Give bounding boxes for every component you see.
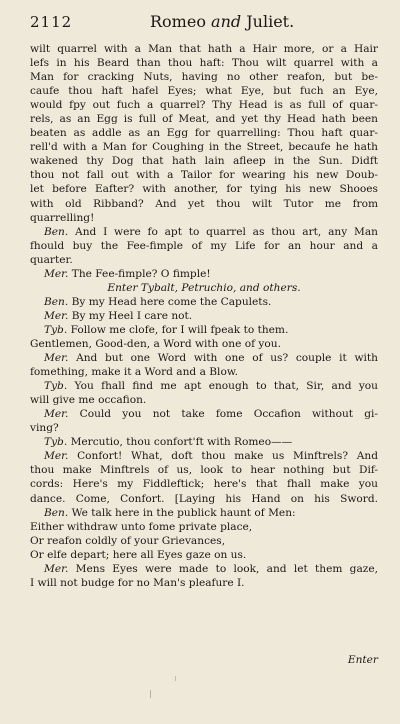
line-text: quarrelling!: [30, 211, 95, 224]
line-text: Mercutio, thou confort'ft with Romeo——: [67, 436, 293, 449]
line-text: caufe thou haft hafel Eyes; what Eye, but fuch an Eye,: [30, 85, 378, 98]
line-text: lefs in his Beard than thou haft: Thou wilt quarrel with a: [30, 57, 378, 70]
text-line: [30, 197, 378, 211]
text-line: [30, 477, 378, 491]
text-line: [30, 267, 378, 281]
line-text: wilt quarrel with a Man that hath a Hair more, or a Hair: [30, 43, 378, 55]
text-line: [30, 463, 378, 477]
line-text: By my Heel I care not.: [68, 309, 193, 322]
text-line: [30, 506, 378, 520]
text-line: [30, 295, 378, 309]
line-text: rell'd with a Man for Coughing in the Street, becaufe he hath: [30, 141, 378, 154]
text-line: [30, 42, 378, 56]
running-title-left: Romeo: [150, 12, 206, 31]
text-line: [30, 393, 378, 407]
line-text: Gentlemen, Good-den, a Word with one of you.: [30, 337, 281, 350]
page-blemish: [150, 690, 151, 698]
text-line: [30, 449, 378, 463]
line-text: will give me occafion.: [30, 394, 147, 407]
line-text: The Fee-fimple? O fimple!: [68, 267, 211, 280]
text-line: [30, 168, 378, 182]
text-line: [30, 492, 378, 506]
text-line: [30, 562, 378, 576]
page-blemish: [175, 676, 176, 681]
speaker-name: Mer.: [44, 267, 69, 280]
line-text: rels, as an Egg is full of Meat, and yet thy Head hath been: [30, 113, 378, 126]
play-text: [30, 42, 378, 590]
line-text: Could you not take fome Occafion without gi-: [68, 408, 378, 421]
line-text: We talk here in the publick haunt of Men:: [68, 506, 296, 519]
line-text: cords: Here's my Fiddleftick; here's that fhall make you: [30, 478, 378, 491]
running-title: [108, 12, 378, 31]
line-text: Man for cracking Nuts, having no other reafon, but be-: [30, 71, 378, 84]
text-line: [30, 140, 378, 154]
line-text: Mens Eyes were made to look, and let them gaze,: [68, 562, 378, 575]
line-text: fomething, make it a Word and a Blow.: [30, 366, 238, 379]
speaker-name: Ben.: [44, 506, 69, 519]
line-text: You fhall find me apt enough to that, Sir, and you: [67, 380, 378, 393]
line-text: dance. Come, Confort. [Laying his Hand on his Sword.: [30, 492, 378, 505]
text-line: [30, 70, 378, 84]
text-line: [30, 548, 378, 562]
text-line: [30, 337, 378, 351]
text-line: [30, 154, 378, 168]
text-line: [30, 534, 378, 548]
text-line: [30, 56, 378, 70]
line-text: with old Ribband? And yet thou wilt Tutor me from: [30, 197, 378, 210]
text-line: [30, 126, 378, 140]
line-text: let before Eafter? with another, for tying his new Shooes: [30, 183, 378, 196]
speaker-name: Tyb.: [44, 323, 68, 336]
catchword: Enter: [347, 654, 378, 666]
line-text: Either withdraw unto fome private place,: [30, 520, 253, 533]
text-line: [30, 239, 378, 253]
text-line: [30, 182, 378, 196]
text-line: [30, 98, 378, 112]
line-text: Follow me clofe, for I will fpeak to them.: [67, 323, 289, 336]
text-line: [30, 576, 378, 590]
line-text: wakened thy Dog that hath lain afleep in the Sun. Didft: [30, 155, 378, 168]
line-text: fhould buy the Fee-fimple of my Life for an hour and a: [30, 239, 378, 252]
line-text: Or reafon coldly of your Grievances,: [30, 534, 226, 547]
speaker-name: Mer.: [44, 408, 69, 421]
line-text: I will not budge for no Man's pleafure I.: [30, 576, 245, 589]
text-line: [30, 323, 378, 337]
stage-direction: Enter Tybalt, Petruchio, and others.: [107, 281, 301, 294]
line-text: Or elfe depart; here all Eyes gaze on us.: [30, 548, 247, 561]
running-title-right: Juliet.: [246, 12, 295, 31]
speaker-name: Ben.: [44, 295, 69, 308]
line-text: thou not fall out with a Tailor for wearing his new Doub-: [30, 169, 378, 182]
text-line: [30, 421, 378, 435]
speaker-name: Mer.: [44, 450, 69, 463]
line-text: would fpy out fuch a quarrel? Thy Head is as full of quar-: [30, 99, 378, 112]
line-text: And but one Word with one of us? couple it with: [68, 352, 378, 365]
text-line: [30, 351, 378, 365]
speaker-name: Mer.: [44, 309, 69, 322]
speaker-name: Mer.: [44, 562, 69, 575]
text-line: [30, 309, 378, 323]
text-line: [30, 281, 378, 295]
page-number: 2112: [30, 13, 73, 31]
line-text: By my Head here come the Capulets.: [68, 295, 272, 308]
text-line: [30, 365, 378, 379]
text-line: [30, 379, 378, 393]
page-header: [30, 12, 378, 38]
speaker-name: Tyb.: [44, 380, 68, 393]
speaker-name: Ben.: [44, 225, 69, 238]
speaker-name: Tyb.: [44, 436, 68, 449]
text-line: [30, 253, 378, 267]
text-line: [30, 407, 378, 421]
line-text: quarter.: [30, 253, 73, 266]
text-line: [30, 112, 378, 126]
line-text: And I were fo apt to quarrel as thou art, any Man: [68, 225, 378, 238]
line-text: Confort! What, doft thou make us Minftrels? And: [68, 450, 378, 463]
text-line: [30, 435, 378, 449]
speaker-name: Mer.: [44, 352, 69, 365]
line-text: beaten as addle as an Egg for quarrelling: Thou haft quar-: [30, 127, 378, 140]
text-line: [30, 520, 378, 534]
text-line: [30, 211, 378, 225]
line-text: ving?: [30, 422, 59, 435]
text-line: [30, 225, 378, 239]
line-text: thou make Minftrels of us, look to hear nothing but Dif-: [30, 464, 378, 477]
text-line: [30, 84, 378, 98]
running-title-and: and: [211, 12, 242, 31]
